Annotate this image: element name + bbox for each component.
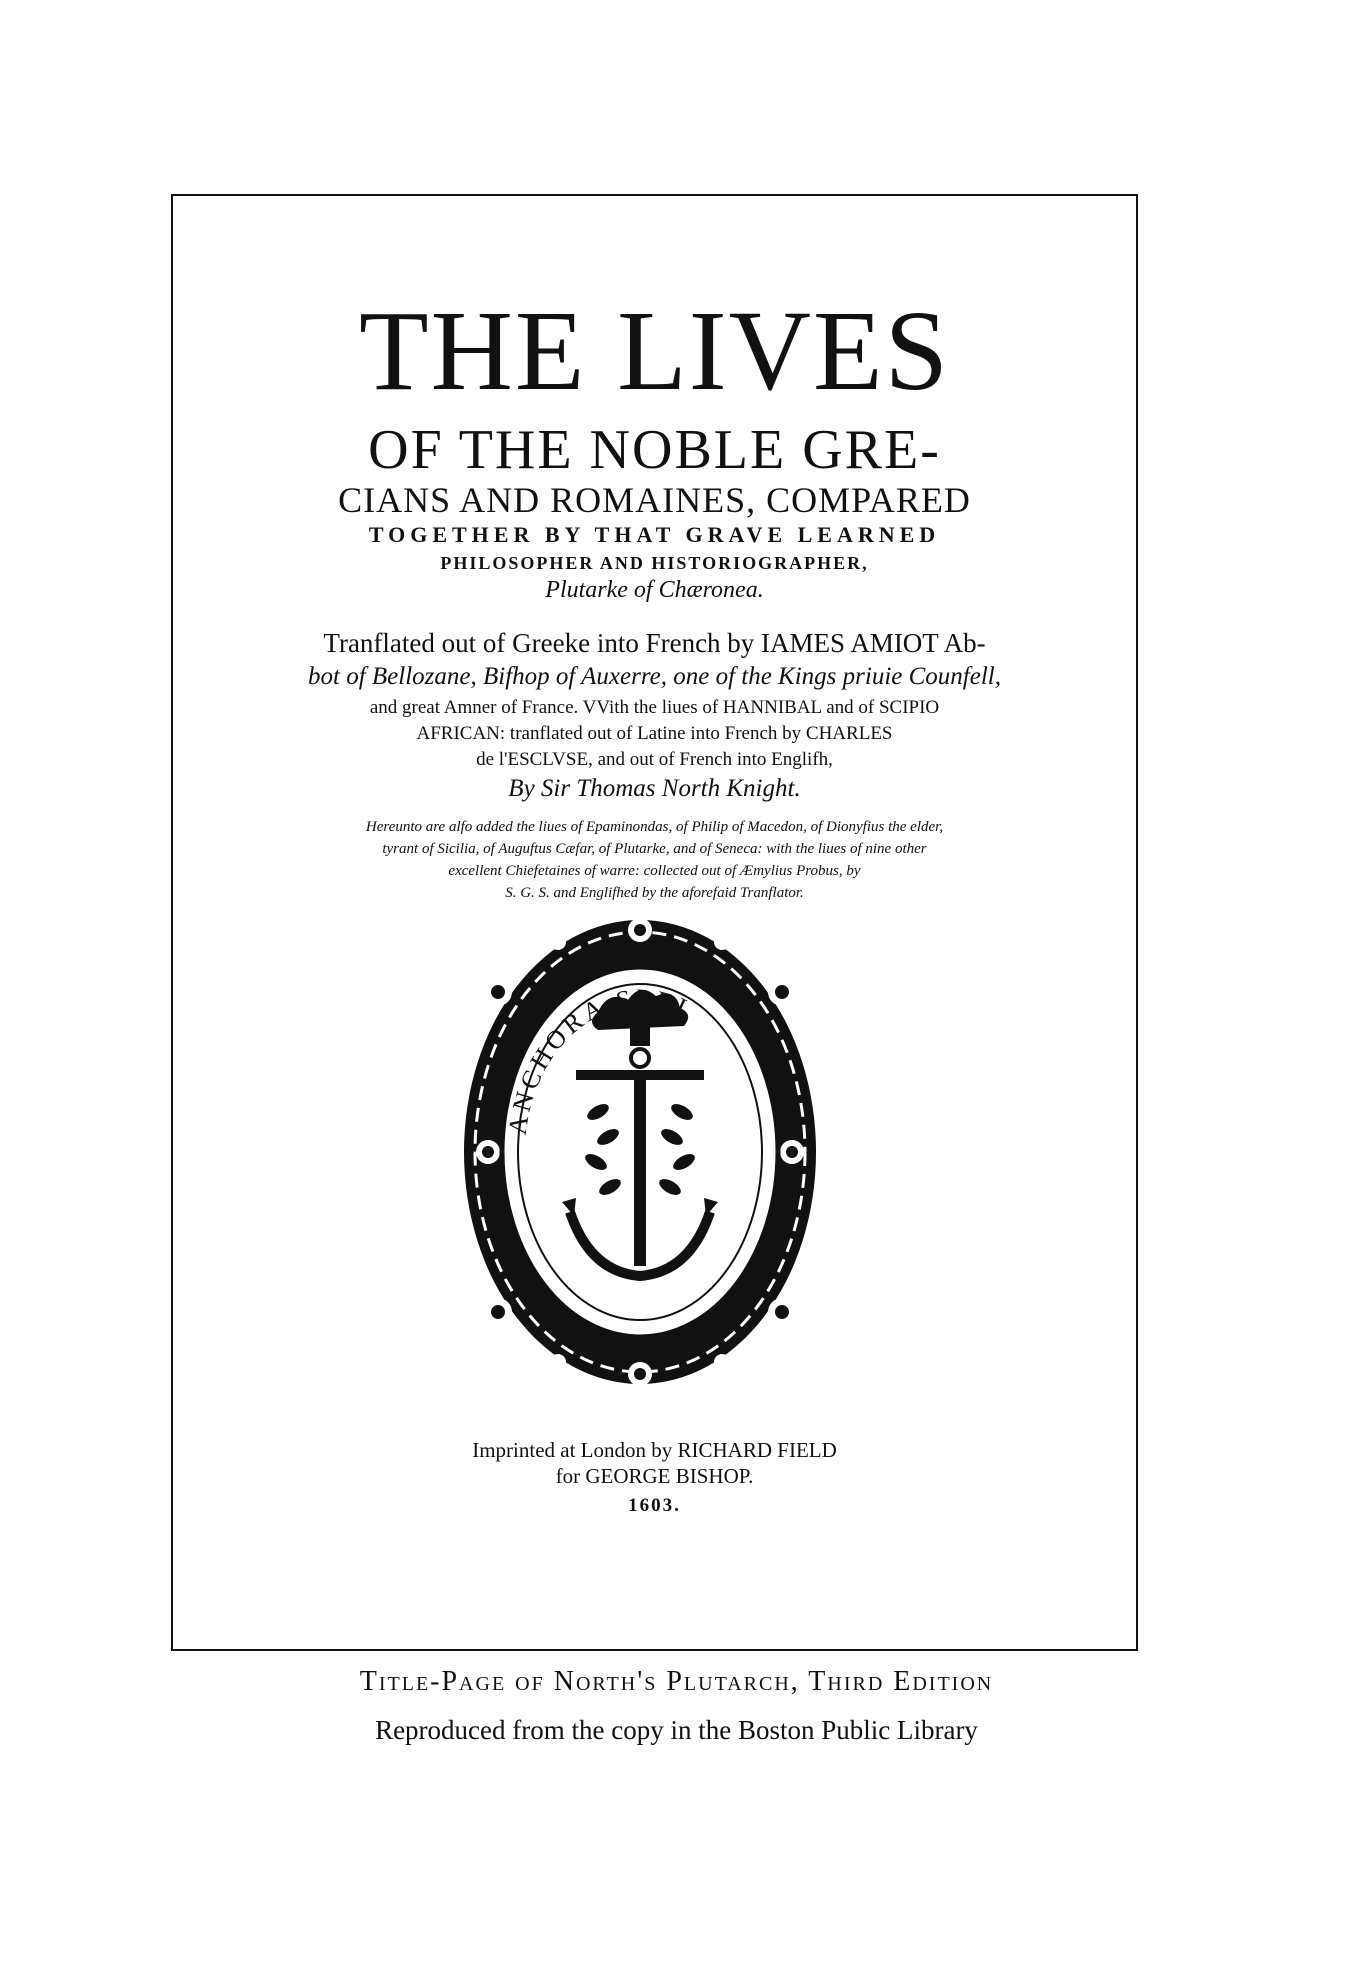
title-line-3: CIANS AND ROMAINES, COMPARED — [338, 480, 971, 520]
addition-line-2: tyrant of Sicilia, of Auguftus Cæfar, of Plutarke, and of Seneca: with the liues of nine other — [382, 841, 927, 857]
device-motto: ANCHORA SPEI — [502, 983, 695, 1137]
addition-line-4: S. G. S. and Englifhed by the aforefaid Tranflator. — [505, 885, 804, 901]
caption-title: Title-Page of North's Plutarch, Third Edition — [359, 1666, 994, 1697]
translation-line-5: de l'ESCLVSE, and out of French into Englifh, — [476, 749, 833, 770]
translator-line: By Sir Thomas North Knight. — [508, 775, 801, 802]
title-page-frame — [171, 194, 1138, 1651]
printers-device-anchor-icon — [458, 912, 822, 1392]
title-line-4: TOGETHER BY THAT GRAVE LEARNED — [368, 522, 941, 547]
translation-line-2: bot of Bellozane, Bifhop of Auxerre, one of the Kings priuie Counfell, — [308, 663, 1001, 690]
title-main: THE LIVES — [358, 287, 951, 414]
title-line-2: OF THE NOBLE GRE- — [368, 419, 941, 481]
author-line: Plutarke of Chæronea. — [545, 577, 764, 603]
imprint-line-1: Imprinted at London by RICHARD FIELD — [472, 1438, 837, 1462]
addition-line-1: Hereunto are alfo added the liues of Epaminondas, of Philip of Macedon, of Dionyfius the elder, — [365, 819, 944, 835]
title-line-5: PHILOSOPHER AND HISTORIOGRAPHER, — [440, 553, 869, 573]
translation-line-3: and great Amner of France. VVith the liues of HANNIBAL and of SCIPIO — [369, 697, 940, 718]
imprint-line-2: for GEORGE BISHOP. — [555, 1464, 754, 1488]
addition-line-3: excellent Chiefetaines of warre: collected out of Æmylius Probus, by — [448, 863, 861, 879]
caption-source: Reproduced from the copy in the Boston Public Library — [375, 1715, 978, 1745]
translation-line-4: AFRICAN: tranflated out of Latine into French by CHARLES — [416, 723, 893, 744]
imprint-year: 1603. — [628, 1495, 681, 1516]
translation-line-1: Tranflated out of Greeke into French by IAMES AMIOT Ab- — [323, 628, 986, 658]
